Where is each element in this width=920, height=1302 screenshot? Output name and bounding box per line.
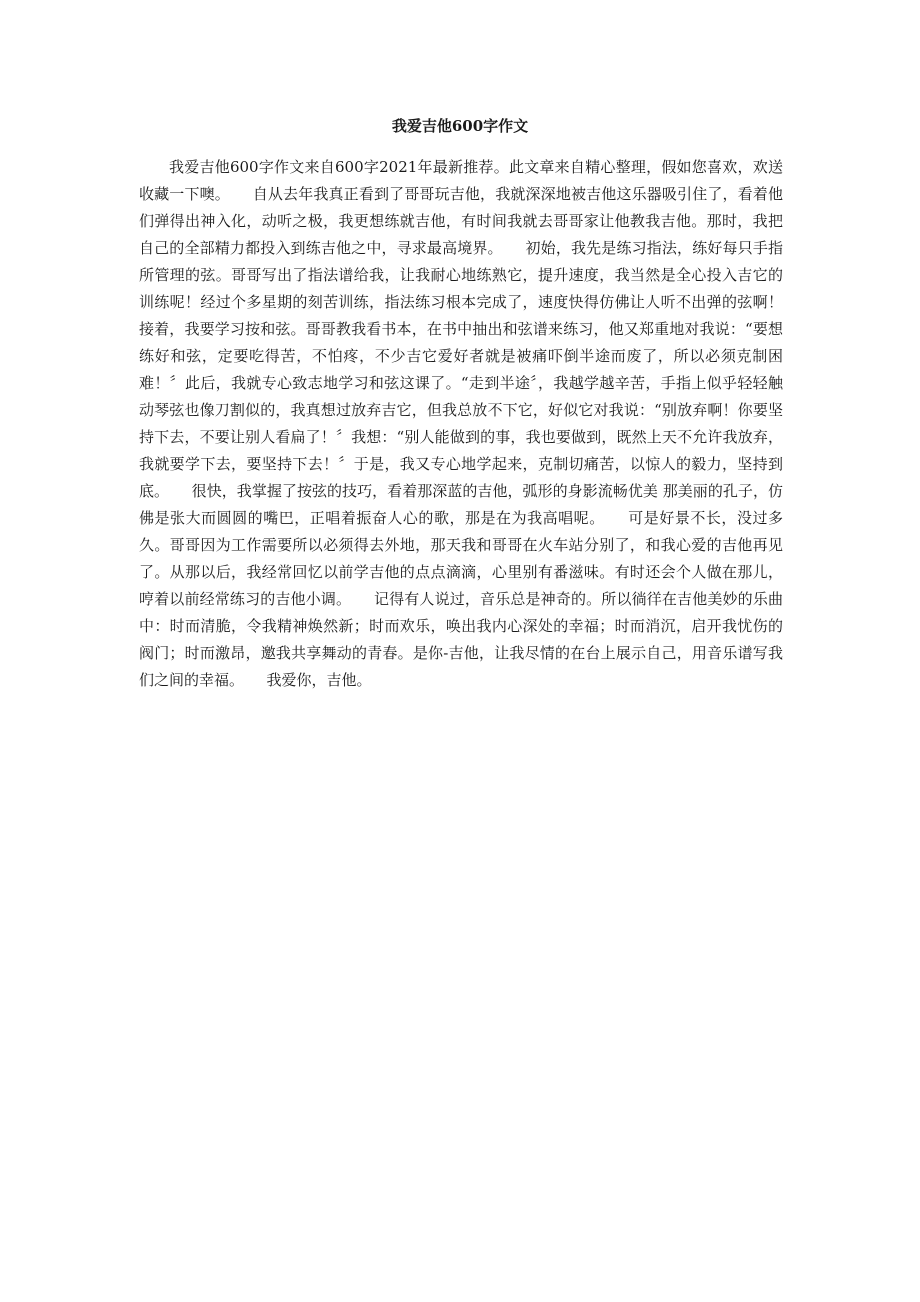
document-title: 我爱吉他600字作文 — [391, 117, 529, 135]
document-body: 我爱吉他600字作文来自600字2021年最新推荐。此文章来自精心整理，假如您喜欢，欢送收藏一下噢。 自从去年我真正看到了哥哥玩吉他，我就深深地被吉他这乐器吸引住了，看着他们弹得出神入化，动听之极，我更想练就吉他，有时间我就去哥哥家让他教我吉他。那时，我把自己的全部精力都投入到练吉他之中，寻求最高境界。 初始，我先是练习指法，练好每只手指所管理的弦。哥哥写出了指法谱给我，让我耐心地练熟它，提升速度，我当然是全心投入吉它的训练呢！经过个多星期的刻苦训练，指法练习根本完成了，速度快得仿佛让人听不出弹的弦啊！接着，我要学习按和弦。哥哥教我看书本，在书中抽出和弦谱来练习，他又郑重地对我说：“要想练好和弦，定要吃得苦，不怕疼，不少吉它爱好者就是被痛吓倒半途而废了，所以必须克制困难！〞此后，我就专心致志地学习和弦这课了。“走到半途〞，我越学越辛苦，手指上似乎轻轻触动琴弦也像刀割似的，我真想过放弃吉它，但我总放不下它，好似它对我说：“别放弃啊！你要坚持下去，不要让别人看扁了！〞我想：“别人能做到的事，我也要做到，既然上天不允许我放弃，我就要学下去，要坚持下去！〞于是，我又专心地学起来，克制切痛苦，以惊人的毅力，坚持到底。 很快，我掌握了按弦的技巧，看着那深蓝的吉他，弧形的身影流畅优美 那美丽的孔子，仿佛是张大而圆圆的嘴巴，正唱着振奋人心的歌，那是在为我高唱呢。 可是好景不长，没过多久。哥哥因为工作需要所以必须得去外地，那天我和哥哥在火车站分别了，和我心爱的吉他再见了。从那以后，我经常回忆以前学吉他的点点滴滴，心里别有番滋味。有时还会个人做在那儿，哼着以前经常练习的吉他小调。 记得有人说过，音乐总是神奇的。所以徜徉在吉他美妙的乐曲中：时而清脆，令我精神焕然新；时而欢乐，唤出我内心深处的幸福；时而消沉，启开我忧伤的阀门；时而激昂，邀我共享舞动的青春。是你-吉他，让我尽情的在台上展示自己，用音乐谱写我们之间的幸福。 我爱你，吉他。 — [139, 158, 783, 689]
